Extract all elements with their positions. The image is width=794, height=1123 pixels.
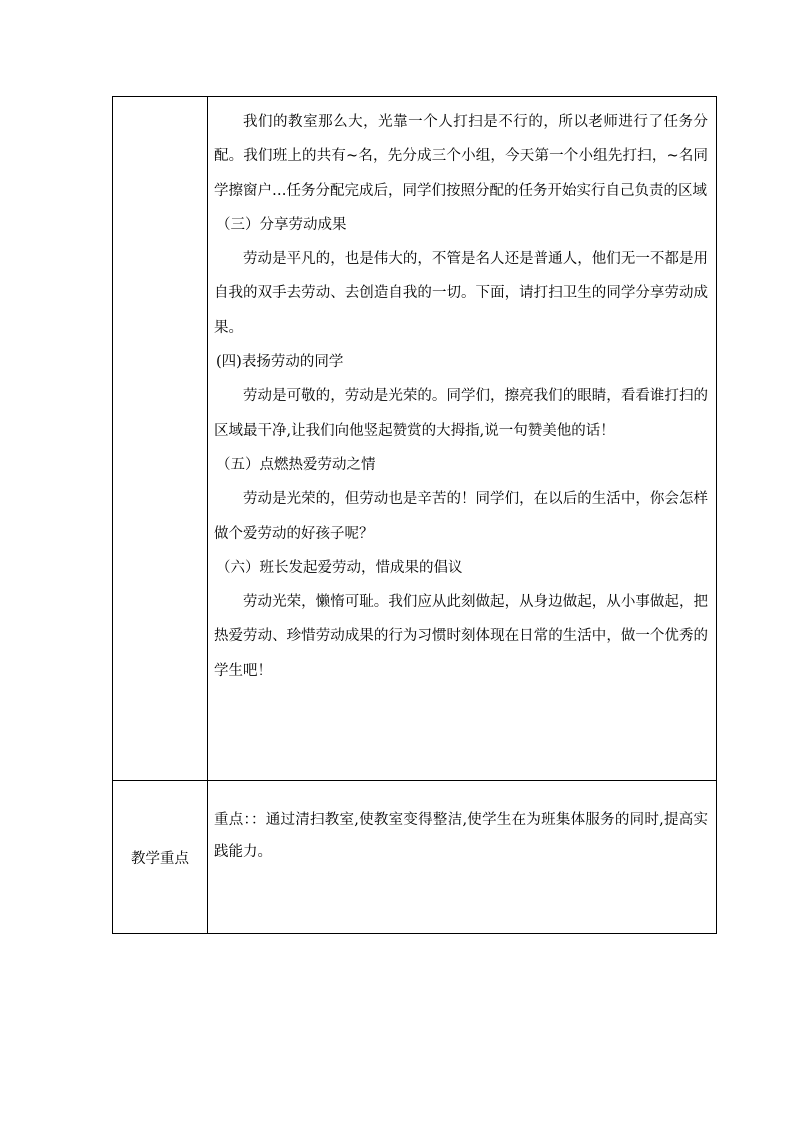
procedure-content-cell: [208, 97, 717, 781]
section-heading-share-results: （三）分享劳动成果: [216, 216, 347, 233]
key-points-text: 重点：：通过清扫教室,使教室变得整洁,使学生在为班集体服务的同时,提高实践能力。: [208, 781, 717, 934]
love-labor-paragraph: 劳动是光荣的，但劳动也是辛苦的！同学们，在以后的生活中，你会怎样做个爱劳动的好孩子呢？: [214, 491, 708, 542]
monitor-proposal-paragraph: 劳动光荣，懒惰可耻。我们应从此刻做起，从身边做起，从小事做起，把热爱劳动、珍惜劳动成果的行为习惯时刻体现在日常的生活中，做一个优秀的学生吧！: [214, 594, 708, 679]
key-points-label: 教学重点: [113, 781, 208, 934]
praise-students-paragraph: 劳动是可敬的，劳动是光荣的。同学们，擦亮我们的眼睛，看看谁打扫的区域最干净,让我们向他竖起赞赏的大拇指,说一句赞美他的话！: [214, 388, 708, 439]
section-heading-praise-students: (四)表扬劳动的同学: [216, 354, 344, 371]
section-heading-monitor-proposal: （六）班长发起爱劳动，惜成果的倡议: [216, 559, 463, 576]
task-assignment-paragraph: 我们的教室那么大，光靠一个人打扫是不行的，所以老师进行了任务分配。我们班上的共有~名，先分成三个小组，今天第一个小组先打扫，~名同学擦窗户…任务分配完成后，同学们按照分配的任务开始实行自己负责的区域: [214, 114, 708, 199]
procedure-row: [113, 97, 717, 781]
key-points-row: [113, 781, 717, 934]
section-heading-love-labor: （五）点燃热爱劳动之情: [216, 456, 376, 473]
share-results-paragraph: 劳动是平凡的，也是伟大的，不管是名人还是普通人，他们无一不都是用自我的双手去劳动、去创造自我的一切。下面，请打扫卫生的同学分享劳动成果。: [214, 251, 708, 336]
lesson-plan-table: [112, 96, 717, 934]
procedure-label-cell: [113, 97, 208, 781]
